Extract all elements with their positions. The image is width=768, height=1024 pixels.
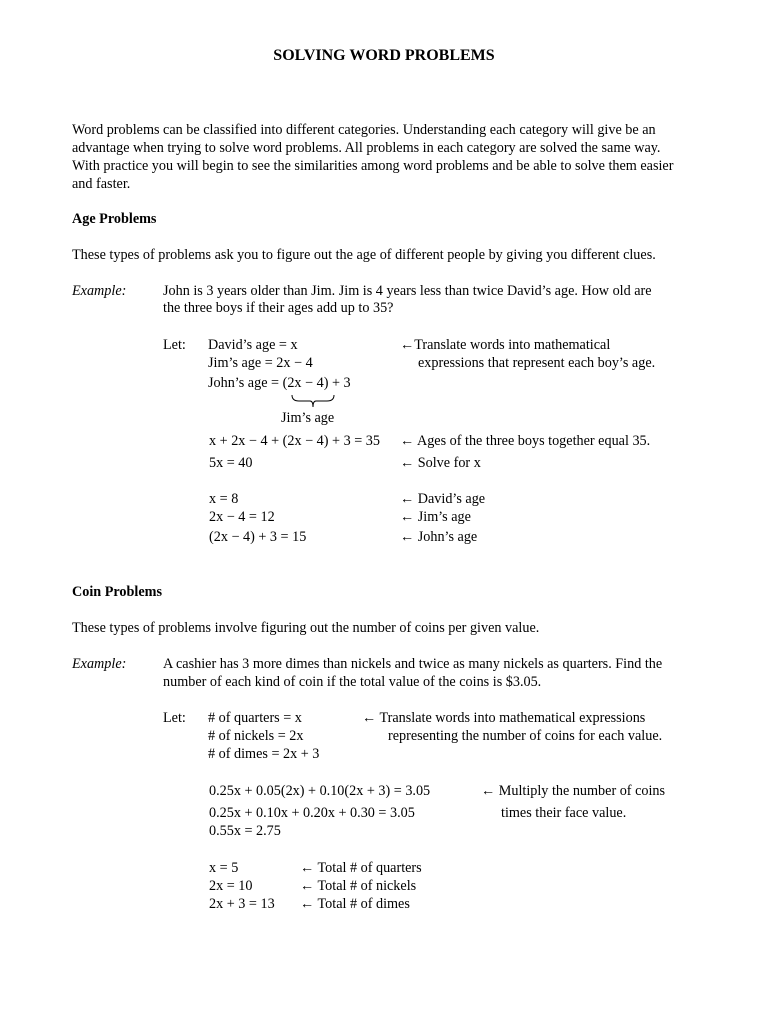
coin-equation: 0.25x + 0.05(2x) + 0.10(2x + 3) = 3.05 bbox=[209, 783, 431, 799]
coin-definition: # of nickels = 2x bbox=[208, 728, 304, 744]
coin-example-line: number of each kind of coin if the total value of the coins is $3.05. bbox=[163, 674, 542, 690]
age-result: 2x − 4 = 12 bbox=[209, 509, 275, 525]
underbrace-icon bbox=[291, 394, 335, 408]
coin-definition: # of quarters = x bbox=[208, 710, 302, 726]
coin-definitions-note: representing the number of coins for each value. bbox=[388, 728, 663, 744]
brace-label: Jim’s age bbox=[281, 410, 335, 426]
coin-equation: 0.25x + 0.10x + 0.20x + 0.30 = 3.05 bbox=[209, 805, 415, 821]
coin-definition: # of dimes = 2x + 3 bbox=[208, 746, 320, 762]
coin-equations-note: times their face value. bbox=[501, 805, 627, 821]
age-equation-note: ← Solve for x bbox=[400, 455, 481, 471]
age-definition: Jim’s age = 2x − 4 bbox=[208, 355, 313, 371]
age-example-label: Example: bbox=[72, 283, 127, 299]
coin-equation: 0.55x = 2.75 bbox=[209, 823, 281, 839]
age-result-note: ← Jim’s age bbox=[400, 509, 471, 525]
coin-equations-note: ← Multiply the number of coins bbox=[481, 783, 666, 799]
age-definition: David’s age = x bbox=[208, 337, 298, 353]
age-definitions-note: expressions that represent each boy’s age. bbox=[418, 355, 656, 371]
age-result: x = 8 bbox=[209, 491, 239, 507]
age-description: These types of problems ask you to figure out the age of different people by giving you different clues. bbox=[72, 247, 656, 263]
coin-let-label: Let: bbox=[163, 710, 186, 726]
age-example-line: John is 3 years older than Jim. Jim is 4 years less than twice David’s age. How old are bbox=[163, 283, 652, 299]
coin-result-note: ← Total # of nickels bbox=[300, 878, 417, 894]
intro-line: Word problems can be classified into different categories. Understanding each category will give be an bbox=[72, 122, 656, 138]
coin-example-label: Example: bbox=[72, 656, 127, 672]
coin-result: x = 5 bbox=[209, 860, 239, 876]
coin-definitions-note: ← Translate words into mathematical expressions bbox=[362, 710, 646, 726]
age-result-note: ← John’s age bbox=[400, 529, 478, 545]
page-title: SOLVING WORD PROBLEMS bbox=[273, 47, 495, 64]
coin-result: 2x = 10 bbox=[209, 878, 253, 894]
coin-result: 2x + 3 = 13 bbox=[209, 896, 275, 912]
age-equation-note: ← Ages of the three boys together equal 35. bbox=[400, 433, 651, 449]
intro-line: and faster. bbox=[72, 176, 131, 192]
coin-result-note: ← Total # of quarters bbox=[300, 860, 422, 876]
age-example-line: the three boys if their ages add up to 35? bbox=[163, 300, 394, 316]
age-result-note: ← David’s age bbox=[400, 491, 486, 507]
intro-line: With practice you will begin to see the similarities among word problems and be able to solve them easier bbox=[72, 158, 674, 174]
age-problems-heading: Age Problems bbox=[72, 211, 157, 227]
age-definitions-note: ←Translate words into mathematical bbox=[400, 337, 611, 353]
age-definition: John’s age = (2x − 4) + 3 bbox=[208, 375, 351, 391]
age-equation: 5x = 40 bbox=[209, 455, 253, 471]
intro-line: advantage when trying to solve word problems. All problems in each category are solved the same way. bbox=[72, 140, 661, 156]
age-let-label: Let: bbox=[163, 337, 186, 353]
age-equation: x + 2x − 4 + (2x − 4) + 3 = 35 bbox=[209, 433, 380, 449]
age-result: (2x − 4) + 3 = 15 bbox=[209, 529, 307, 545]
coin-problems-heading: Coin Problems bbox=[72, 584, 162, 600]
coin-description: These types of problems involve figuring out the number of coins per given value. bbox=[72, 620, 540, 636]
coin-example-line: A cashier has 3 more dimes than nickels and twice as many nickels as quarters. Find the bbox=[163, 656, 663, 672]
coin-result-note: ← Total # of dimes bbox=[300, 896, 410, 912]
